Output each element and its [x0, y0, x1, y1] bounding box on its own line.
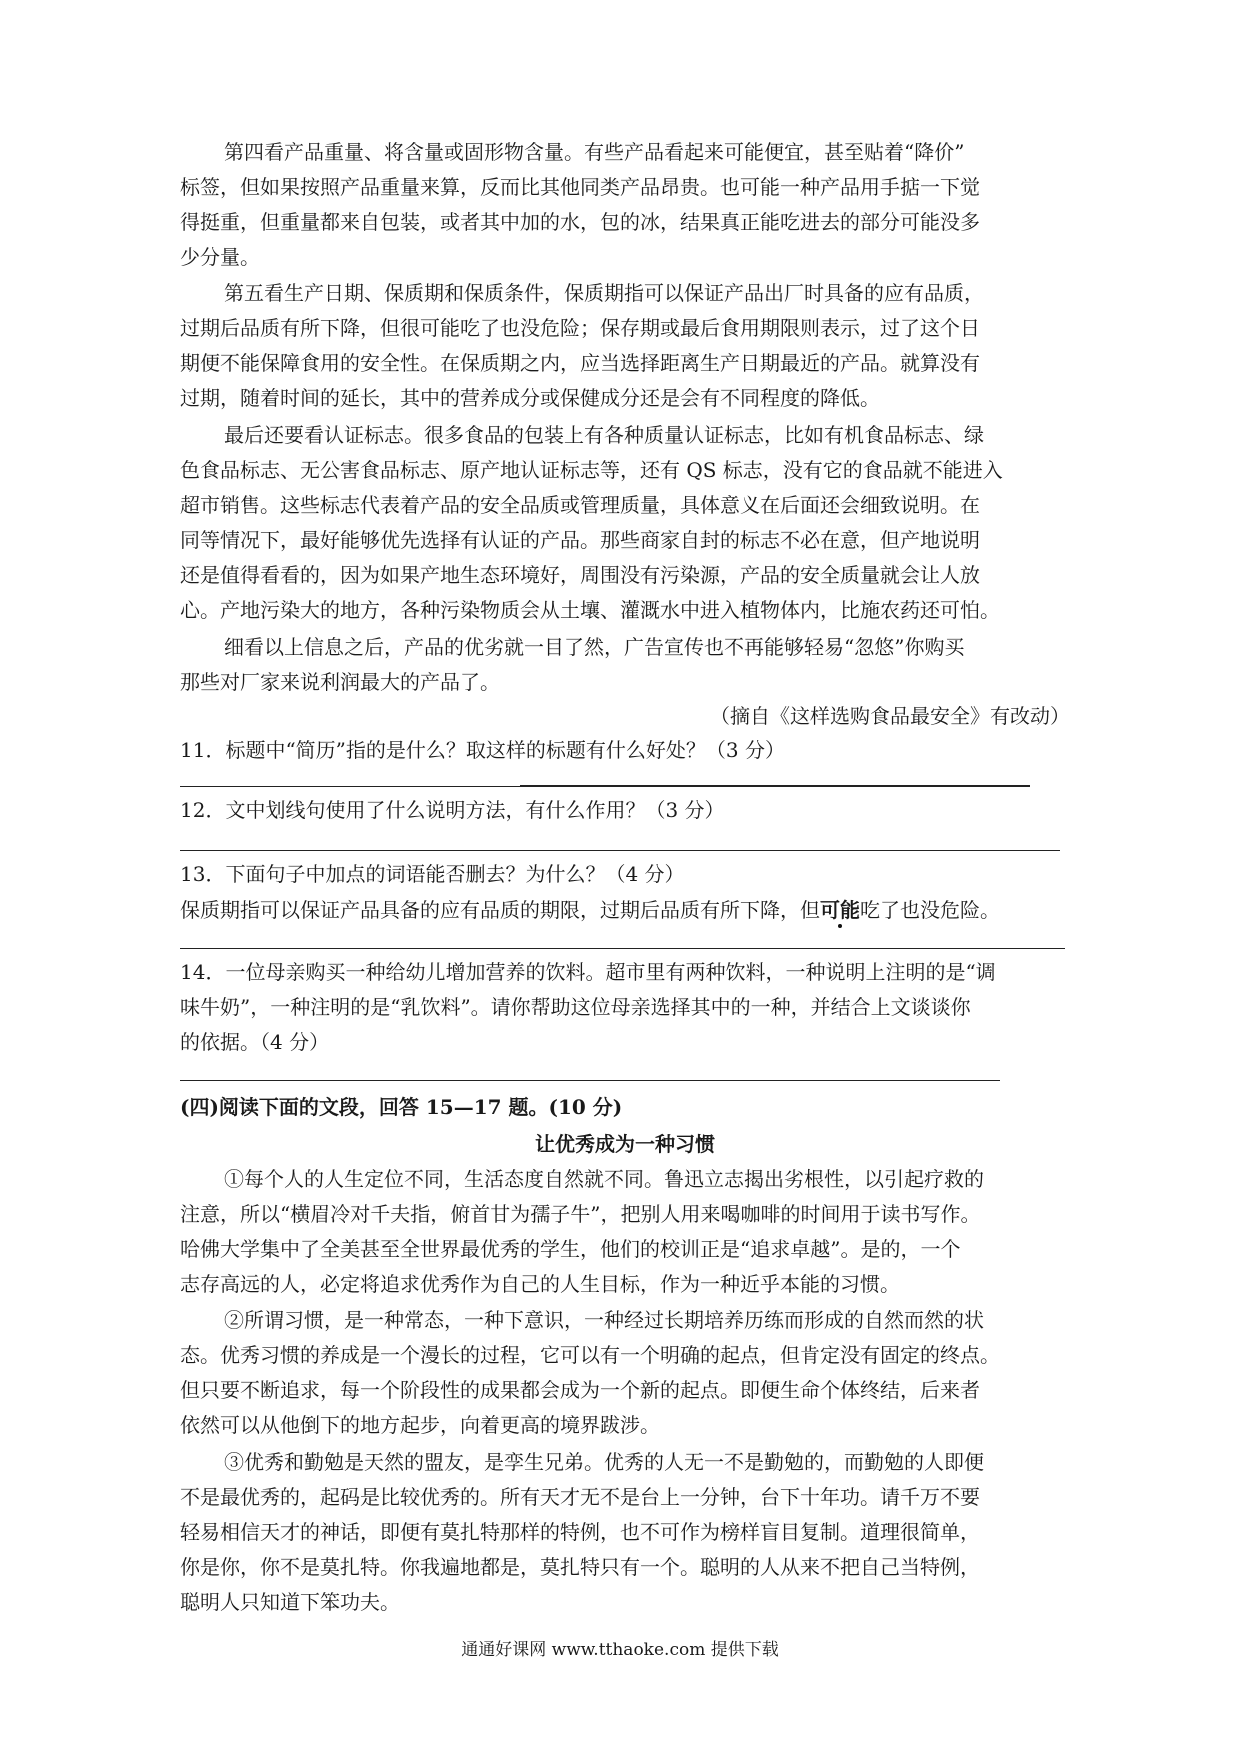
question-14-line: 的依据。（4 分） [180, 1030, 330, 1054]
paragraph-line: 期便不能保障食用的安全性。在保质期之内，应当选择距离生产日期最近的产品。就算没有 [180, 351, 980, 375]
paragraph-line: 你是你，你不是莫扎特。你我遍地都是，莫扎特只有一个。聪明的人从来不把自己当特例， [180, 1555, 980, 1579]
question-12: 12．文中划线句使用了什么说明方法，有什么作用？（3 分） [180, 798, 725, 822]
paragraph-line: ①每个人的人生定位不同，生活态度自然就不同。鲁迅立志揭出劣根性，以引起疗救的 [224, 1167, 984, 1191]
page-footer: 通通好课网 www.tthaoke.com 提供下载 [461, 1640, 779, 1660]
paragraph-line: ③优秀和勤勉是天然的盟友，是孪生兄弟。优秀的人无一不是勤勉的，而勤勉的人即便 [224, 1450, 984, 1474]
paragraph-line: 态。优秀习惯的养成是一个漫长的过程，它可以有一个明确的起点，但肯定没有固定的终点。 [180, 1343, 1000, 1367]
paragraph-line: 那些对厂家来说利润最大的产品了。 [180, 670, 500, 694]
question-13: 13．下面句子中加点的词语能否删去？为什么？（4 分） [180, 862, 685, 886]
answer-line [520, 785, 1030, 787]
answer-line [180, 786, 520, 787]
paragraph-line: 过期后品质有所下降，但很可能吃了也没危险；保存期或最后食用期限则表示，过了这个日 [180, 316, 980, 340]
paragraph-line: 轻易相信天才的神话，即便有莫扎特那样的特例，也不可作为榜样盲目复制。道理很简单， [180, 1520, 980, 1544]
paragraph-line: 还是值得看看的，因为如果产地生态环境好，周围没有污染源，产品的安全质量就会让人放 [180, 563, 980, 587]
question-11: 11．标题中“简历”指的是什么？取这样的标题有什么好处？（3 分） [180, 738, 785, 762]
sentence-after: 吃了也没危险。 [860, 898, 1000, 922]
answer-line [180, 1080, 1000, 1081]
paragraph-line: 细看以上信息之后，产品的优劣就一目了然，广告宣传也不再能够轻易“忽悠”你购买 [224, 635, 965, 659]
paragraph-line: 标签，但如果按照产品重量来算，反而比其他同类产品昂贵。也可能一种产品用手掂一下觉 [180, 175, 980, 199]
question-14-line: 14．一位母亲购买一种给幼儿增加营养的饮料。超市里有两种饮料，一种说明上注明的是“调 [180, 960, 996, 984]
question-14-line: 味牛奶”，一种注明的是“乳饮料”。请你帮助这位母亲选择其中的一种，并结合上文谈谈你 [180, 995, 971, 1019]
paragraph-line: 得挺重，但重量都来自包装，或者其中加的水，包的冰，结果真正能吃进去的部分可能没多 [180, 210, 980, 234]
paragraph-line: 少分量。 [180, 245, 260, 269]
paragraph-line: 注意，所以“横眉冷对千夫指，俯首甘为孺子牛”，把别人用来喝咖啡的时间用于读书写作。 [180, 1202, 981, 1226]
sentence-before: 保质期指可以保证产品具备的应有品质的期限，过期后品质有所下降，但 [180, 898, 820, 922]
paragraph-line: 依然可以从他倒下的地方起步，向着更高的境界跋涉。 [180, 1413, 660, 1437]
paragraph-line: 第四看产品重量、将含量或固形物含量。有些产品看起来可能便宜，甚至贴着“降价” [224, 140, 965, 164]
paragraph-line: 心。产地污染大的地方，各种污染物质会从土壤、灌溉水中进入植物体内，比施农药还可怕。 [180, 598, 1000, 622]
paragraph-line: ②所谓习惯，是一种常态，一种下意识，一种经过长期培养历练而形成的自然而然的状 [224, 1308, 984, 1332]
dotted-word: 可能 [820, 898, 860, 922]
paragraph-line: 最后还要看认证标志。很多食品的包装上有各种质量认证标志，比如有机食品标志、绿 [224, 423, 984, 447]
answer-line [180, 850, 1060, 851]
paragraph-line: 哈佛大学集中了全美甚至全世界最优秀的学生，他们的校训正是“追求卓越”。是的，一个 [180, 1237, 961, 1261]
question-13-sentence [180, 893, 1070, 927]
answer-line [180, 948, 1065, 949]
paragraph-line: 超市销售。这些标志代表着产品的安全品质或管理质量，具体意义在后面还会细致说明。在 [180, 493, 980, 517]
article-title: 让优秀成为一种习惯 [535, 1132, 715, 1156]
paragraph-line: 志存高远的人，必定将追求优秀作为自己的人生目标，作为一种近乎本能的习惯。 [180, 1272, 900, 1296]
section-heading: (四)阅读下面的文段，回答 15—17 题。(10 分) [180, 1095, 623, 1119]
paragraph-line: 同等情况下，最好能够优先选择有认证的产品。那些商家自封的标志不必在意，但产地说明 [180, 528, 980, 552]
paragraph-line: 色食品标志、无公害食品标志、原产地认证标志等，还有 QS 标志，没有它的食品就不能进入 [180, 458, 1003, 482]
paragraph-line: 过期，随着时间的延长，其中的营养成分或保健成分还是会有不同程度的降低。 [180, 386, 880, 410]
source-citation: （摘自《这样选购食品最安全》有改动） [710, 704, 1070, 728]
paragraph-line: 但只要不断追求，每一个阶段性的成果都会成为一个新的起点。即便生命个体终结，后来者 [180, 1378, 980, 1402]
paragraph-line: 第五看生产日期、保质期和保质条件，保质期指可以保证产品出厂时具备的应有品质， [224, 281, 984, 305]
paragraph-line: 聪明人只知道下笨功夫。 [180, 1590, 400, 1614]
paragraph-line: 不是最优秀的，起码是比较优秀的。所有天才无不是台上一分钟，台下十年功。请千万不要 [180, 1485, 980, 1509]
